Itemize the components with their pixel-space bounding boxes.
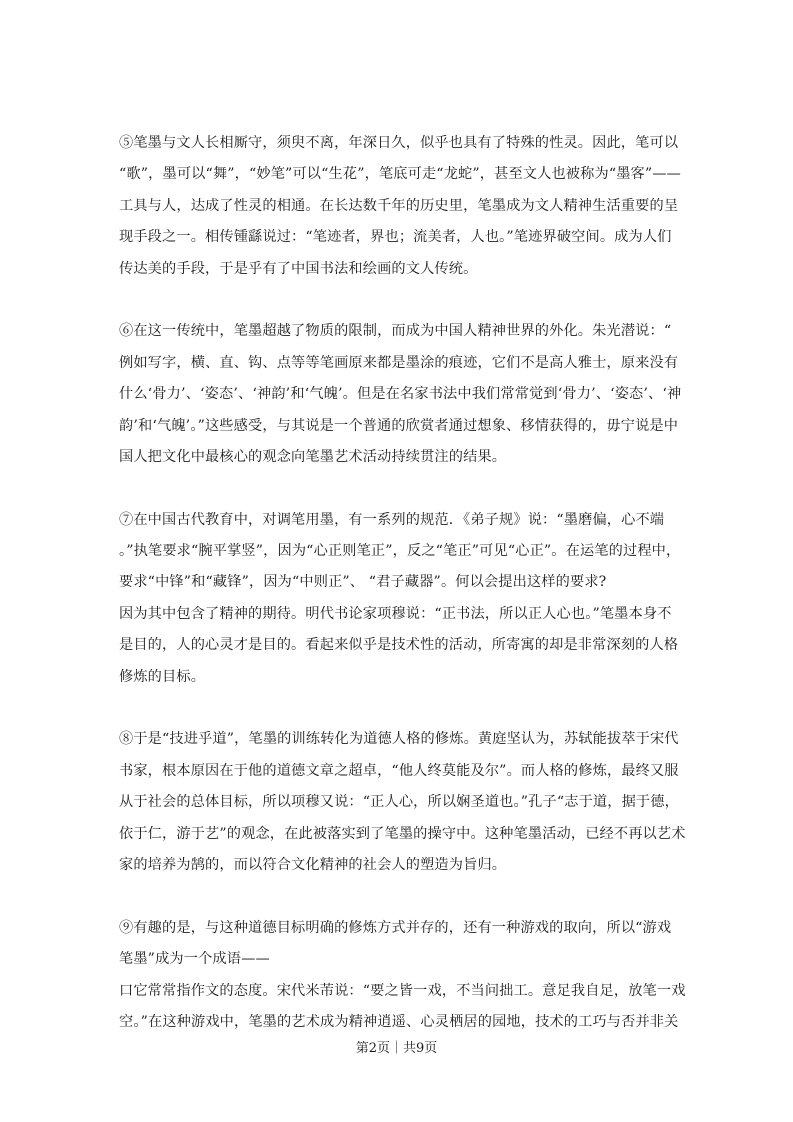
- text-line: 从于社会的总体目标，所以项穆又说：“正人心，所以娴圣道也。”孔子“志于道，据于德，: [119, 794, 679, 811]
- paragraph-9: [119, 913, 686, 1039]
- document-body: [119, 128, 686, 1038]
- text-line: 依于仁，游于艺”的观念，在此被落实到了笔墨的操守中。这种笔墨活动，已经不再以艺术: [119, 825, 686, 842]
- text-line: 什么‘骨力’、‘姿态’、‘神韵’和‘气魄’。但是在名家书法中我们常常觉到‘骨力’、‘姿态’、‘神: [119, 386, 682, 403]
- text-line: 是目的，人的心灵才是目的。看起来似乎是技术性的活动，所寄寓的却是非常深刻的人格: [119, 637, 679, 654]
- paragraph-spacer: [119, 473, 679, 504]
- text-line: ⑨有趣的是，与这种道德目标明确的修炼方式并存的，还有一种游戏的取向，所以“游戏: [119, 919, 672, 936]
- text-line: 国人把文化中最核心的观念向笔墨艺术活动持续贯注的结果。: [119, 448, 507, 465]
- page-number-footer: 第2页｜共9页: [355, 1041, 438, 1056]
- text-line: 因为其中包含了精神的期待。明代书论家项穆说：“正书法，所以正人心也。”笔墨本身不: [119, 605, 672, 622]
- text-line: 书家，根本原因在于他的道德文章之超卓，“他人终莫能及尔”。而人格的修炼，最终又服: [119, 762, 679, 779]
- text-line: ⑦在中国古代教育中，对调笔用墨，有一系列的规范．《弟子规》说：“墨磨偏，心不端: [119, 511, 665, 528]
- text-line: 要求“中锋”和“藏锋”，因为“中则正”、 “君子藏器”。何以会提出这样的要求?: [119, 574, 607, 591]
- text-line: “歌”，墨可以“舞”，“妙笔”可以“生花”，笔底可走“龙蛇”，甚至文人也被称为“墨客”——: [119, 166, 681, 183]
- text-line: ⑤笔墨与文人长相厮守，须臾不离，年深日久，似乎也具有了特殊的性灵。因此，笔可以: [119, 135, 679, 151]
- paragraph-spacer: [119, 285, 679, 316]
- text-line: 修炼的目标。: [119, 668, 206, 685]
- text-line: 工具与人，达成了性灵的相通。在长达数千年的历史里，笔墨成为文人精神生活重要的呈: [119, 197, 679, 214]
- text-line: 。”执笔要求“腕平掌竖”，因为“心正则笔正”，反之“笔正”可见“心正”。在运笔的过程中，: [119, 543, 681, 560]
- text-line: 口它常常指作文的态度。宋代米芾说：“要之皆一戏，不当问拙工。意足我自足，放笔一戏: [119, 982, 686, 999]
- paragraph-spacer: [119, 693, 679, 724]
- paragraph-spacer: [119, 881, 679, 912]
- paragraph-5: [119, 128, 679, 285]
- paragraph-6: [119, 316, 682, 473]
- text-line: 例如写字，横、直、钩、点等等笔画原来都是墨涂的痕迹，它们不是高人雅士，原来没有: [119, 354, 679, 371]
- text-line: ⑧于是“技进乎道”，笔墨的训练转化为道德人格的修炼。黄庭坚认为，苏轼能拔萃于宋代: [119, 731, 679, 748]
- text-line: 空。”在这种游戏中，笔墨的艺术成为精神逍遥、心灵栖居的园地，技术的工巧与否并非关: [119, 1013, 679, 1030]
- text-line: 现手段之一。相传锺繇说过：“笔迹者，界也；流美者，人也。”笔迹界破空间。成为人们: [119, 229, 672, 246]
- text-line: 笔墨”成为一个成语——: [119, 951, 270, 968]
- text-line: 家的培养为鹄的，而以符合文化精神的社会人的塑造为旨归。: [119, 856, 507, 873]
- text-line: 韵’和‘气魄’。”这些感受，与其说是一个普通的欣赏者通过想象、移情获得的，毋宁说是中: [119, 417, 679, 434]
- paragraph-7: [119, 505, 679, 693]
- text-line: ⑥在这一传统中，笔墨超越了物质的限制，而成为中国人精神世界的外化。朱光潜说：“: [119, 323, 672, 340]
- text-line: 传达美的手段，于是乎有了中国书法和绘画的文人传统。: [119, 260, 478, 277]
- paragraph-8: [119, 724, 686, 881]
